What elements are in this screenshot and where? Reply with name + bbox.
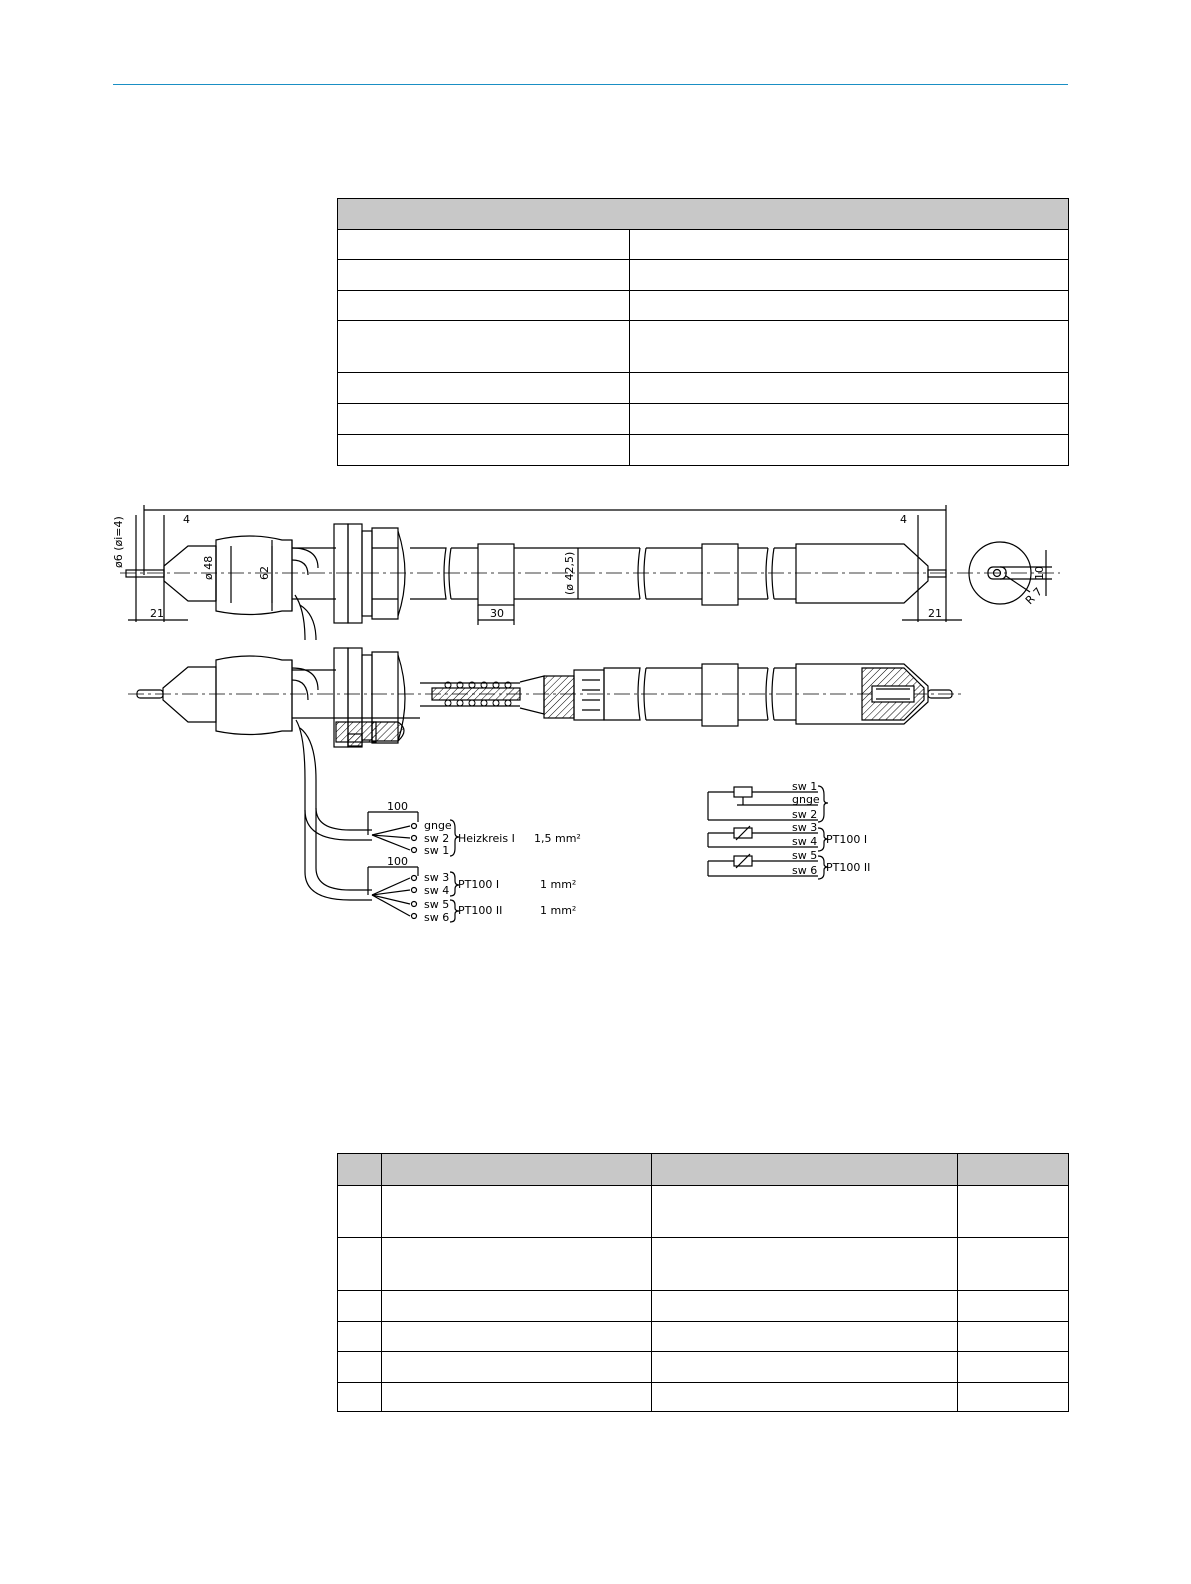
dim-diameter-48: ø 48 — [202, 555, 215, 580]
dim-21-left: 21 — [150, 607, 164, 620]
dim-30: 30 — [490, 607, 504, 620]
lower-wire-4: sw 6 — [424, 911, 450, 924]
schematic-pt100-1-label: PT100 I — [826, 833, 868, 846]
lower-lead-length: 100 — [387, 855, 408, 868]
section-view — [128, 648, 962, 780]
upper-wire-1: gnge — [424, 819, 452, 832]
heating-circuit-label: Heizkreis I — [458, 832, 515, 845]
pt100-2-section: 1 mm² — [540, 904, 577, 917]
schematic-wire-sw5: sw 5 — [792, 849, 818, 862]
dim-10: 10 — [1033, 566, 1046, 580]
dim-pin-diameter: ø6 (øi=4) — [112, 516, 125, 568]
upper-wire-3: sw 1 — [424, 844, 450, 857]
pt100-1-section: 1 mm² — [540, 878, 577, 891]
dim-offset-left: 4 — [183, 513, 190, 526]
heating-circuit-section: 1,5 mm² — [534, 832, 581, 845]
schematic-wire-gnge: gnge — [792, 793, 820, 806]
dim-radius-7: R 7 — [1022, 585, 1045, 608]
upper-lead-length: 100 — [387, 800, 408, 813]
lower-wire-3: sw 5 — [424, 898, 450, 911]
schematic-wire-sw4: sw 4 — [792, 835, 818, 848]
schematic-wire-sw1: sw 1 — [792, 780, 818, 793]
schematic-wire-sw6: sw 6 — [792, 864, 818, 877]
lower-wire-2: sw 4 — [424, 884, 450, 897]
dim-offset-right: 4 — [900, 513, 907, 526]
dim-62: 62 — [258, 566, 271, 580]
schematic-wire-sw3: sw 3 — [792, 821, 818, 834]
dim-21-right: 21 — [928, 607, 942, 620]
dim-diameter-42-5: (ø 42,5) — [563, 551, 576, 595]
upper-wire-2: sw 2 — [424, 832, 450, 845]
lower-wire-1: sw 3 — [424, 871, 450, 884]
pt100-2-label: PT100 II — [458, 904, 503, 917]
schematic-pt100-2-label: PT100 II — [826, 861, 871, 874]
schematic-wire-sw2: sw 2 — [792, 808, 818, 821]
pt100-1-label: PT100 I — [458, 878, 500, 891]
